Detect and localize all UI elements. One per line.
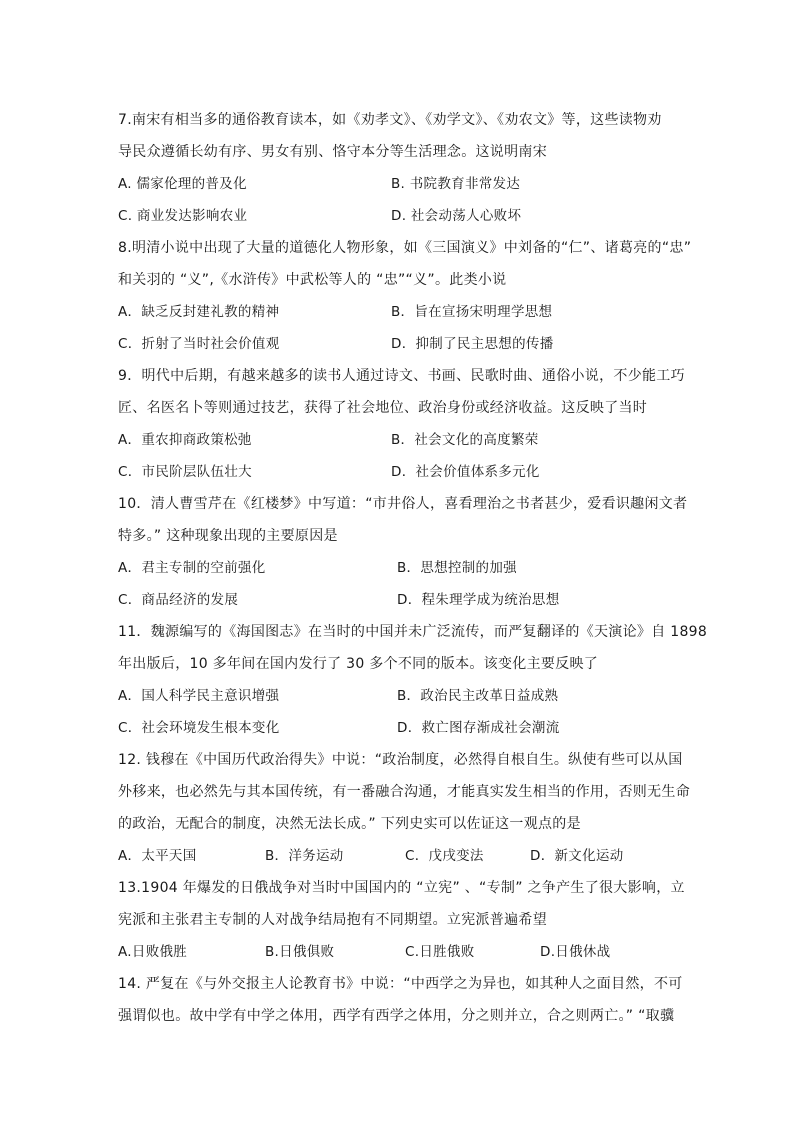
q10-option-a[interactable]: A．君主专制的空前强化 [118,560,266,576]
q13-option-a[interactable]: A.日败俄胜 [118,944,188,960]
q13-option-d[interactable]: D.日俄休战 [540,944,611,960]
q11-stem-line-2: 年出版后，10 多年间在国内发行了 30 多个不同的版本。该变化主要反映了 [118,656,599,672]
q8-option-a[interactable]: A．缺乏反封建礼教的精神 [118,304,280,320]
q11-option-a[interactable]: A．国人科学民主意识增强 [118,688,280,704]
q13-stem-line-2: 宪派和主张君主专制的人对战争结局抱有不同期望。立宪派普遍希望 [118,912,547,928]
q9-option-a[interactable]: A．重农抑商政策松弛 [118,432,252,448]
q11-option-c[interactable]: C．社会环境发生根本变化 [118,720,280,736]
q7-option-b[interactable]: B. 书院教育非常发达 [391,176,521,192]
q8-option-c[interactable]: C．折射了当时社会价值观 [118,336,280,352]
q8-stem-line-1: 8.明清小说中出现了大量的道德化人物形象，如《三国演义》中刘备的“仁”、诸葛亮的“忠” [118,240,692,256]
q10-option-c[interactable]: C．商品经济的发展 [118,592,239,608]
q9-stem-line-1: 9．明代中后期，有越来越多的读书人通过诗文、书画、民歌时曲、通俗小说，不少能工巧 [118,368,685,384]
q9-option-b[interactable]: B．社会文化的高度繁荣 [391,432,539,448]
q7-option-c[interactable]: C. 商业发达影响农业 [118,208,248,224]
q11-option-d[interactable]: D．救亡图存渐成社会潮流 [397,720,560,736]
q10-option-d[interactable]: D．程朱理学成为统治思想 [397,592,560,608]
q12-stem-line-1: 12. 钱穆在《中国历代政治得失》中说：“政治制度，必然得自根自生。纵使有些可以从国 [118,752,683,768]
q10-stem-line-2: 特多。” 这种现象出现的主要原因是 [118,528,338,544]
q9-option-c[interactable]: C．市民阶层队伍壮大 [118,464,252,480]
q8-stem-line-2: 和关羽的 “义”,《水浒传》中武松等人的 “忠”“义”。此类小说 [118,272,507,288]
q12-stem-line-3: 的政治，无配合的制度，决然无法长成。” 下列史实可以佐证这一观点的是 [118,816,581,832]
q7-option-d[interactable]: D. 社会动荡人心败坏 [391,208,522,224]
q7-stem-line-2: 导民众遵循长幼有序、男女有别、恪守本分等生活理念。这说明南宋 [118,144,547,160]
q7-stem-line-1: 7.南宋有相当多的通俗教育读本，如《劝孝文》、《劝学文》、《劝农文》等，这些读物劝 [118,112,662,128]
q7-option-a[interactable]: A. 儒家伦理的普及化 [118,176,247,192]
q13-stem-line-1: 13.1904 年爆发的日俄战争对当时中国国内的 “立宪” 、“专制” 之争产生了很大影响，立 [118,880,685,896]
q9-option-d[interactable]: D．社会价值体系多元化 [391,464,540,480]
q14-stem-line-1: 14. 严复在《与外交报主人论教育书》中说：“中西学之为异也，如其种人之面目然，不可 [118,976,683,992]
q11-stem-line-1: 11．魏源编写的《海国图志》在当时的中国并未广泛流传，而严复翻译的《天演论》自 1898 [118,624,708,640]
q12-option-d[interactable]: D．新文化运动 [530,848,624,864]
q10-stem-line-1: 10．清人曹雪芹在《红楼梦》中写道：“市井俗人，喜看理治之书者甚少，爱看识趣闲文者 [118,496,688,512]
q13-option-b[interactable]: B.日俄俱败 [265,944,335,960]
q10-option-b[interactable]: B．思想控制的加强 [397,560,517,576]
q12-stem-line-2: 外移来，也必然先与其本国传统，有一番融合沟通，才能真实发生相当的作用，否则无生命 [118,784,690,800]
q11-option-b[interactable]: B．政治民主改革日益成熟 [397,688,559,704]
q12-option-c[interactable]: C．戊戌变法 [405,848,484,864]
q14-stem-line-2: 强谓似也。故中学有中学之体用，西学有西学之体用，分之则并立，合之则两亡。” “取骥 [118,1008,675,1024]
q9-stem-line-2: 匠、名医名卜等则通过技艺，获得了社会地位、政治身份或经济收益。这反映了当时 [118,400,648,416]
q8-option-d[interactable]: D．抑制了民主思想的传播 [391,336,554,352]
q12-option-a[interactable]: A．太平天国 [118,848,197,864]
q8-option-b[interactable]: B．旨在宣扬宋明理学思想 [391,304,553,320]
q13-option-c[interactable]: C.日胜俄败 [405,944,475,960]
q12-option-b[interactable]: B．洋务运动 [265,848,344,864]
